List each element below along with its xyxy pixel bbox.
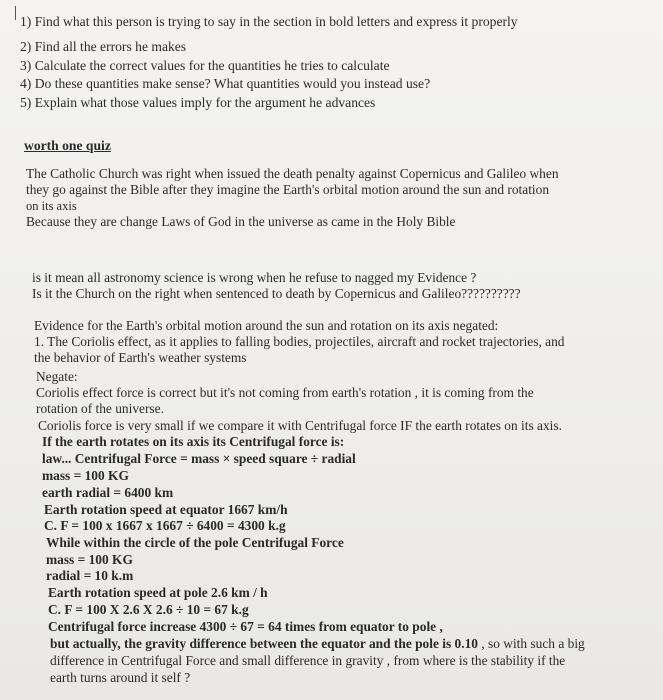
question-3: 3) Calculate the correct values for the quantities he tries to calculate xyxy=(20,58,390,73)
bold-line-10: Earth rotation speed at pole 2.6 km / h xyxy=(48,585,268,600)
bold-line-2: law... Centrifugal Force = mass × speed square ÷ radial xyxy=(42,451,356,466)
question-line-1: is it mean all astronomy science is wrong when he refuse to nagged my Evidence ? xyxy=(32,270,477,285)
question-5: 5) Explain what those values imply for the argument he advances xyxy=(20,95,376,110)
bold-line-12: Centrifugal force increase 4300 ÷ 67 = 64 times from equator to pole , xyxy=(48,619,443,634)
section-heading: worth one quiz xyxy=(24,138,111,153)
intro-line-3: on its axis xyxy=(26,199,77,213)
bold-line-1: If the earth rotates on its axis its Centrifugal force is: xyxy=(42,434,345,449)
bold-line-5: Earth rotation speed at equator 1667 km/h xyxy=(44,502,288,517)
negate-label: Negate: xyxy=(36,369,78,384)
intro-line-1: The Catholic Church was right when issued the death penalty against Copernicus and Galileo when xyxy=(26,166,559,181)
question-2: 2) Find all the errors he makes xyxy=(20,39,187,54)
evidence-line-3: the behavior of Earth's weather systems xyxy=(34,350,247,365)
evidence-line-6: rotation of the universe. xyxy=(36,401,164,416)
evidence-line-2: 1. The Coriolis effect, as it applies to falling bodies, projectiles, aircraft and rocket trajectories, and xyxy=(34,334,565,349)
intro-line-2: they go against the Bible after they imagine the Earth's orbital motion around the sun and rotation xyxy=(26,182,550,197)
question-1: 1) Find what this person is trying to say in the section in bold letters and express it properly xyxy=(20,14,518,29)
bold-line-6: C. F = 100 x 1667 x 1667 ÷ 6400 = 4300 k.g xyxy=(44,518,286,533)
intro-line-4: Because they are change Laws of God in the universe as came in the Holy Bible xyxy=(26,214,456,229)
bold-line-3: mass = 100 KG xyxy=(42,468,129,483)
bold-line-4: earth radial = 6400 km xyxy=(42,485,174,500)
evidence-line-7: Coriolis force is very small if we compare it with Centrifugal force IF the earth rotates on its axis. xyxy=(38,418,562,433)
evidence-line-5: Coriolis effect force is correct but it's not coming from earth's rotation , it is coming from the xyxy=(36,385,534,400)
closing-line-3: earth turns around it self ? xyxy=(50,670,191,685)
question-4: 4) Do these quantities make sense? What quantities would you instead use? xyxy=(20,76,431,91)
evidence-line-1: Evidence for the Earth's orbital motion around the sun and rotation on its axis negated: xyxy=(34,318,499,333)
bold-line-8: mass = 100 KG xyxy=(46,552,133,567)
text-cursor xyxy=(15,6,16,20)
closing-line-2: difference in Centrifugal Force and small difference in gravity , from where is the stability if the xyxy=(50,653,566,668)
bold-line-9: radial = 10 k.m xyxy=(46,568,134,583)
bold-line-7: While within the circle of the pole Centrifugal Force xyxy=(46,535,344,550)
bold-line-11: C. F = 100 X 2.6 X 2.6 ÷ 10 = 67 k.g xyxy=(48,602,249,617)
closing-line-1 xyxy=(50,636,585,651)
closing-line-1-rest: , so with such a big xyxy=(477,636,585,651)
closing-line-1-bold: but actually, the gravity difference between the equator and the pole is 0.10 xyxy=(50,636,478,651)
question-line-2: Is it the Church on the right when sentenced to death by Copernicus and Galileo?????????? xyxy=(32,286,521,301)
